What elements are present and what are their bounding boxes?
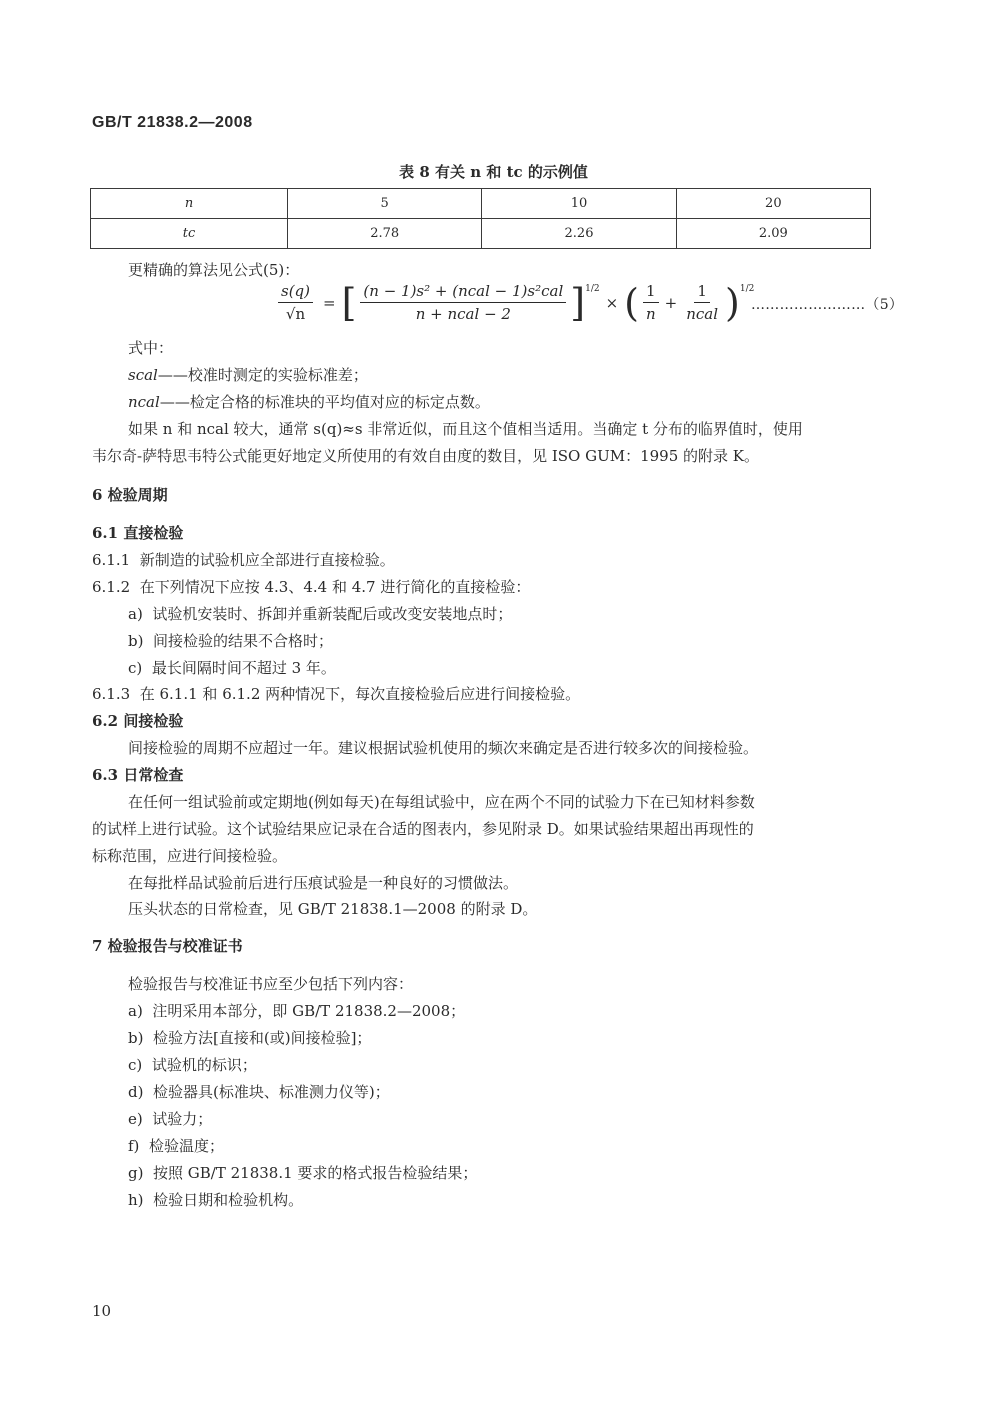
dash: —— xyxy=(157,366,188,384)
standard-id: GB/T 21838.2—2008 xyxy=(92,114,253,131)
right-paren: ) xyxy=(725,280,740,325)
list-text: 试验机安装时、拆卸并重新装配后或改变安装地点时； xyxy=(152,605,513,623)
formula-5 xyxy=(274,282,754,323)
clause-number: 6.1.3 xyxy=(92,685,131,703)
list-mark: b) xyxy=(128,632,144,650)
list-mark: a) xyxy=(128,1002,143,1020)
definition: 检定合格的标准块的平均值对应的标定点数。 xyxy=(189,393,490,411)
list-mark: c) xyxy=(128,659,143,677)
table-row xyxy=(91,189,871,219)
page-number: 10 xyxy=(92,1302,112,1320)
clause-6-1-2 xyxy=(92,576,530,597)
list-text: 间接检验的结果不合格时； xyxy=(153,632,334,650)
clause-text: 在下列情况下应按 4.3、4.4 和 4.7 进行简化的直接检验： xyxy=(139,578,531,596)
definition: 校准时测定的实验标准差； xyxy=(187,366,368,384)
list-item xyxy=(128,1189,303,1210)
exponent-2: 1/2 xyxy=(739,283,755,294)
list-item xyxy=(128,630,333,651)
list-mark: c) xyxy=(128,1056,143,1074)
lhs-denominator: √n xyxy=(285,305,306,323)
clause-text: 在 6.1.1 和 6.1.2 两种情况下，每次直接检验后应进行间接检验。 xyxy=(139,685,581,703)
clause-6-1-3 xyxy=(92,683,580,704)
paragraph-line: 如果 n 和 ncal 较大，通常 s(q)≈s 非常近似，而且这个值相当适用。当确定 t 分布的临界值时，使用 xyxy=(128,420,803,438)
clause-6-1-1 xyxy=(92,549,395,570)
section-6-1-heading: 6.1 直接检验 xyxy=(92,524,184,542)
list-item xyxy=(128,1054,257,1075)
lhs-numerator: s(q) xyxy=(278,282,313,303)
formula-intro: 更精确的算法见公式(5)： xyxy=(128,261,300,279)
left-paren: ( xyxy=(624,280,639,325)
section-6-2-heading: 6.2 间接检验 xyxy=(92,712,184,730)
frac2-denominator: ncal xyxy=(686,305,719,323)
list-mark: d) xyxy=(128,1083,144,1101)
paragraph-line: 韦尔奇-萨特思韦特公式能更好地定义所使用的有效自由度的数目，见 ISO GUM：1995 的附录 K。 xyxy=(92,447,760,465)
table-row xyxy=(91,219,871,249)
list-item xyxy=(128,1135,224,1156)
list-item xyxy=(128,1162,477,1183)
plus-sign: + xyxy=(664,293,678,312)
list-text: 试验力； xyxy=(152,1110,213,1128)
exponent-1: 1/2 xyxy=(585,283,600,294)
symbol: ncal xyxy=(128,393,160,411)
list-text: 检验器具(标准块、标准测力仪等)； xyxy=(153,1083,390,1101)
paragraph-line: 间接检验的周期不应超过一年。建议根据试验机使用的频次来确定是否进行较多次的间接检验。 xyxy=(128,739,759,757)
frac1-numerator: 1 xyxy=(643,282,659,303)
list-text: 最长间隔时间不超过 3 年。 xyxy=(151,659,336,677)
list-mark: f) xyxy=(128,1137,140,1155)
table-caption: 表 8 有关 n 和 tc 的示例值 xyxy=(399,163,588,181)
list-text: 注明采用本部分，即 GB/T 21838.2—2008； xyxy=(152,1002,466,1020)
section-7-heading: 7 检验报告与校准证书 xyxy=(92,937,243,955)
paragraph-line: 标称范围，应进行间接检验。 xyxy=(92,847,288,865)
list-mark: a) xyxy=(128,605,143,623)
frac2-numerator: 1 xyxy=(694,282,710,303)
where-item-ncal xyxy=(128,391,490,412)
paragraph-line: 在每批样品试验前后进行压痕试验是一种良好的习惯做法。 xyxy=(128,874,519,892)
equation-number: ……………………（5） xyxy=(751,297,904,313)
right-bracket: ] xyxy=(570,280,586,325)
list-item xyxy=(128,603,512,624)
list-item xyxy=(128,1000,465,1021)
lhs-fraction xyxy=(278,282,313,323)
row-label-tc: tc xyxy=(91,219,288,249)
list-text: 检验日期和检验机构。 xyxy=(153,1191,304,1209)
list-mark: b) xyxy=(128,1029,144,1047)
table-8 xyxy=(90,188,871,249)
section-6-heading: 6 检验周期 xyxy=(92,486,168,504)
inner-numerator: (n − 1)s² + (ncal − 1)s²cal xyxy=(360,282,566,303)
table-cell: 10 xyxy=(482,189,676,219)
list-item xyxy=(128,1081,390,1102)
dash: —— xyxy=(159,393,190,411)
equals-sign: = xyxy=(323,293,336,312)
list-mark: h) xyxy=(128,1191,144,1209)
left-bracket: [ xyxy=(341,280,357,325)
list-item xyxy=(128,1027,371,1048)
row-label-n: n xyxy=(91,189,288,219)
table-cell: 2.09 xyxy=(676,219,870,249)
paragraph-line: 检验报告与校准证书应至少包括下列内容： xyxy=(128,975,414,993)
table-cell: 20 xyxy=(676,189,870,219)
where-label: 式中： xyxy=(128,339,174,357)
paragraph-line: 压头状态的日常检查，见 GB/T 21838.1—2008 的附录 D。 xyxy=(128,900,538,918)
table-cell: 5 xyxy=(288,189,482,219)
paragraph-line: 的试样上进行试验。这个试验结果应记录在合适的图表内，参见附录 D。如果试验结果超出再现性的 xyxy=(92,820,754,838)
list-item xyxy=(128,1108,212,1129)
list-text: 检验温度； xyxy=(148,1137,224,1155)
list-mark: g) xyxy=(128,1164,144,1182)
clause-text: 新制造的试验机应全部进行直接检验。 xyxy=(139,551,395,569)
inner-denominator: n + ncal − 2 xyxy=(415,305,511,323)
section-6-3-heading: 6.3 日常检查 xyxy=(92,766,184,784)
clause-number: 6.1.2 xyxy=(92,578,131,596)
where-item-scal xyxy=(128,364,368,385)
clause-number: 6.1.1 xyxy=(92,551,131,569)
fraction-1-over-n xyxy=(643,282,659,323)
list-text: 试验机的标识； xyxy=(151,1056,257,1074)
table-cell: 2.26 xyxy=(482,219,676,249)
inner-fraction xyxy=(360,282,566,323)
fraction-1-over-ncal xyxy=(683,282,721,323)
times-sign: × xyxy=(605,293,619,312)
paragraph-line: 在任何一组试验前或定期地(例如每天)在每组试验中，应在两个不同的试验力下在已知材料参数 xyxy=(128,793,755,811)
table-cell: 2.78 xyxy=(288,219,482,249)
list-text: 按照 GB/T 21838.1 要求的格式报告检验结果； xyxy=(153,1164,478,1182)
frac1-denominator: n xyxy=(645,305,656,323)
list-item xyxy=(128,657,336,678)
list-text: 检验方法[直接和(或)间接检验]； xyxy=(153,1029,372,1047)
symbol: scal xyxy=(128,366,158,384)
list-mark: e) xyxy=(128,1110,143,1128)
